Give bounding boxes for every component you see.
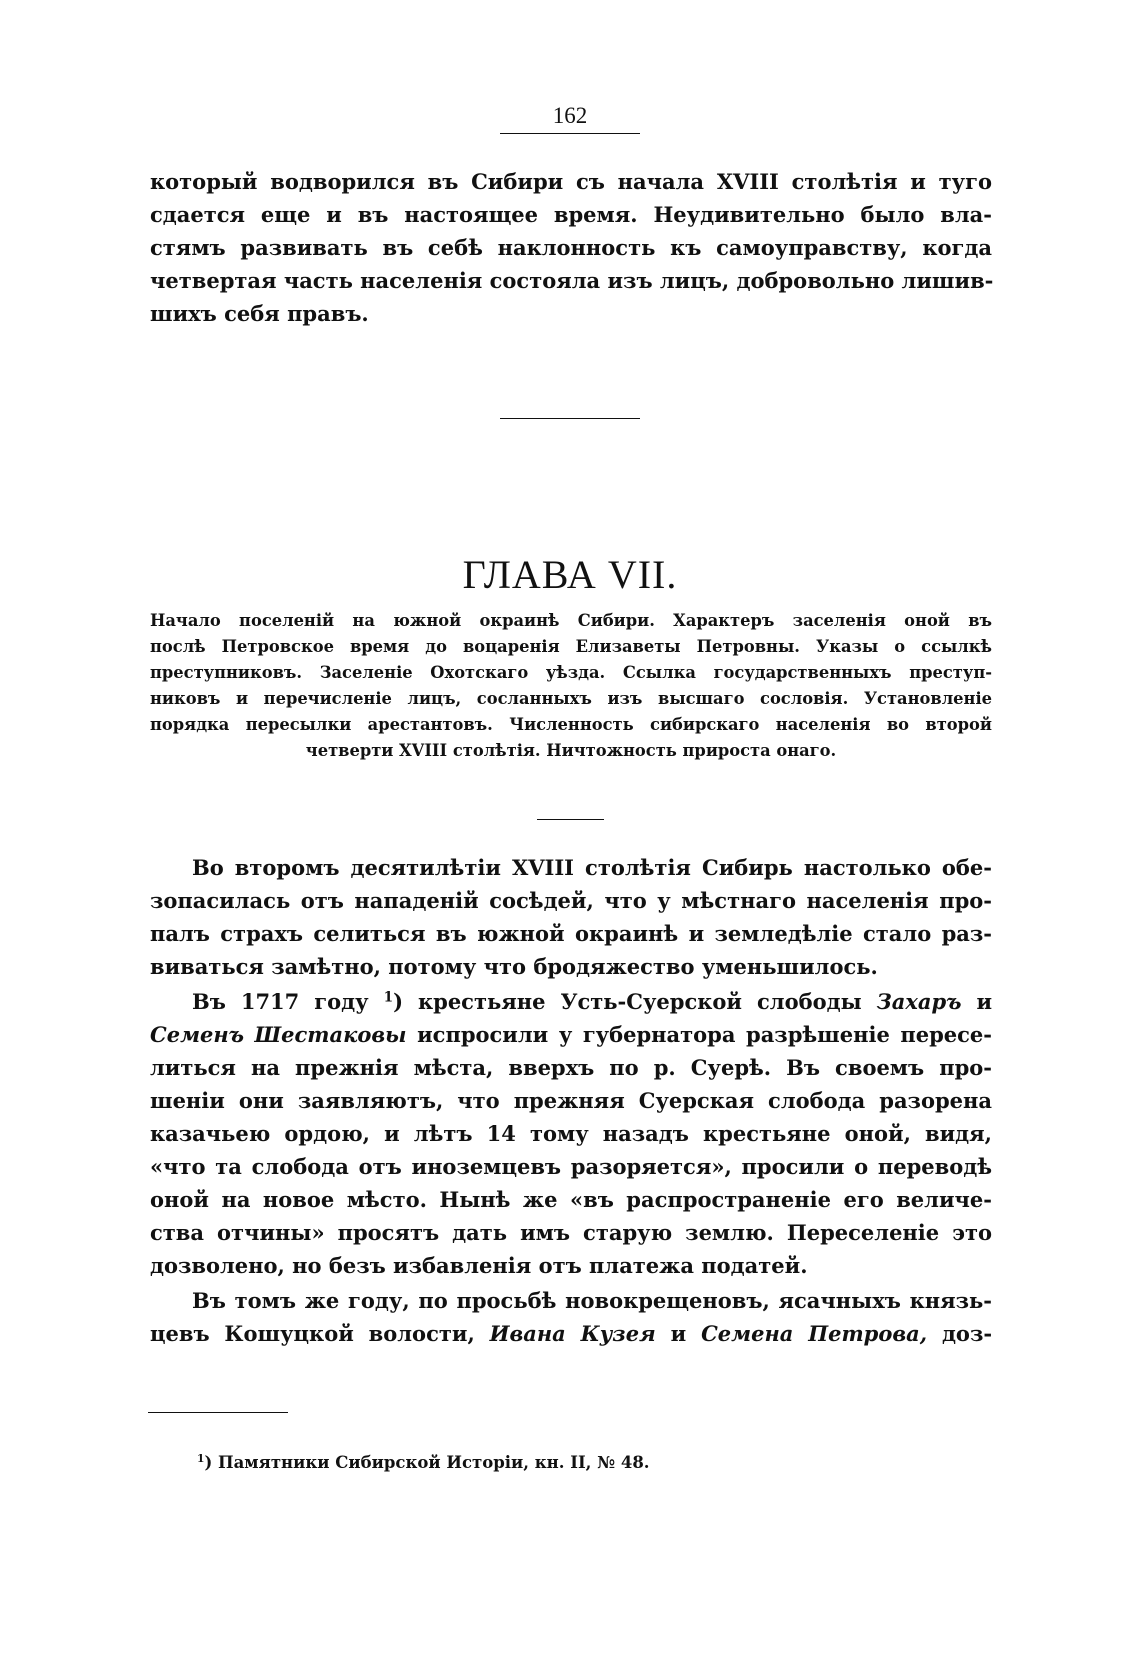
body-line [150, 1317, 992, 1350]
chapter-summary-line: послѣ Петровское время до воцаренія Елизаветы Петровны. Указы о ссылкѣ [150, 637, 992, 656]
body-line: палъ страхъ селиться въ южной окраинѣ и земледѣліе стало раз- [150, 921, 992, 946]
chapter-title: ГЛАВА VII. [462, 552, 678, 597]
person-name: Ивана Кузея [489, 1321, 656, 1346]
body-line: шеніи они заявляютъ, что прежняя Суерская слобода разорена [150, 1088, 992, 1113]
body-line: «что та слобода отъ иноземцевъ разоряется», просили о переводѣ [150, 1154, 992, 1179]
body-line: ства отчины» просятъ дать имъ старую землю. Переселеніе это [150, 1220, 992, 1245]
body-line: литься на прежнія мѣста, вверхъ по р. Суерѣ. Въ своемъ про- [150, 1055, 992, 1080]
body-line: Во второмъ десятилѣтіи XVIII столѣтія Сибирь настолько обе- [192, 855, 992, 880]
footnote [197, 1451, 650, 1475]
chapter-summary-line: Начало поселеній на южной окраинѣ Сибири. Характеръ заселенія оной въ [150, 611, 992, 630]
body-line: Въ томъ же году, по просьбѣ новокрещеновъ, ясачныхъ князь- [192, 1288, 992, 1313]
body-line: зопасилась отъ нападеній сосѣдей, что у мѣстнаго населенія про- [150, 888, 992, 913]
top-paragraph-line: стямъ развивать въ себѣ наклонность къ самоуправству, когда [150, 235, 992, 260]
body-text: ) крестьяне Усть-Суерской слободы [393, 989, 862, 1014]
footnote-reference: 1 [383, 989, 394, 1006]
page-number: 162 [552, 103, 588, 128]
top-paragraph-line: шихъ себя правъ. [150, 301, 369, 326]
top-paragraph-line: сдается еще и въ настоящее время. Неудивительно было вла- [150, 202, 992, 227]
top-paragraph-line: который водворился въ Сибири съ начала XVIII столѣтія и туго [150, 169, 992, 194]
body-line: виваться замѣтно, потому что бродяжество уменьшилось. [150, 954, 878, 979]
person-name: Захаръ [876, 989, 962, 1014]
chapter-summary-line: никовъ и перечисленіе лицъ, сосланныхъ изъ высшаго сословія. Установленіе [150, 689, 992, 708]
body-text: цевъ Кошуцкой волости, [150, 1321, 475, 1346]
body-line: казачьею ордою, и лѣтъ 14 тому назадъ крестьяне оной, видя, [150, 1121, 992, 1146]
person-name: Семенъ Шестаковы [150, 1022, 407, 1047]
footnote-rule [148, 1412, 288, 1413]
body-line: оной на новое мѣсто. Нынѣ же «въ распространеніе его величе- [150, 1187, 992, 1212]
body-text: и [670, 1321, 687, 1346]
body-text: и [976, 989, 993, 1014]
body-text: испросили у губернатора разрѣшеніе пересе- [417, 1022, 992, 1047]
top-paragraph-line: четвертая часть населенія состояла изъ лицъ, добровольно лишив- [150, 268, 994, 293]
chapter-summary-line: преступниковъ. Заселеніе Охотскаго уѣзда. Ссылка государственныхъ преступ- [150, 663, 992, 682]
body-text: доз- [941, 1321, 993, 1346]
footnote-text: ) Памятники Сибирской Исторіи, кн. II, № 48. [204, 1453, 650, 1472]
body-line [150, 1018, 992, 1051]
body-line: дозволено, но безъ избавленія отъ платежа податей. [150, 1253, 808, 1278]
section-separator-rule [500, 418, 640, 419]
summary-end-rule [537, 819, 604, 820]
chapter-summary-line: порядка пересылки арестантовъ. Численность сибирскаго населенія во второй [150, 715, 992, 734]
header-rule [500, 133, 640, 134]
footnote-mark: 1 [197, 1452, 205, 1466]
person-name: Семена Петрова, [701, 1321, 928, 1346]
body-text: Въ 1717 году [192, 989, 369, 1014]
chapter-summary-line: четверти XVIII столѣтія. Ничтожность прироста онаго. [305, 741, 837, 760]
body-line [192, 985, 992, 1018]
